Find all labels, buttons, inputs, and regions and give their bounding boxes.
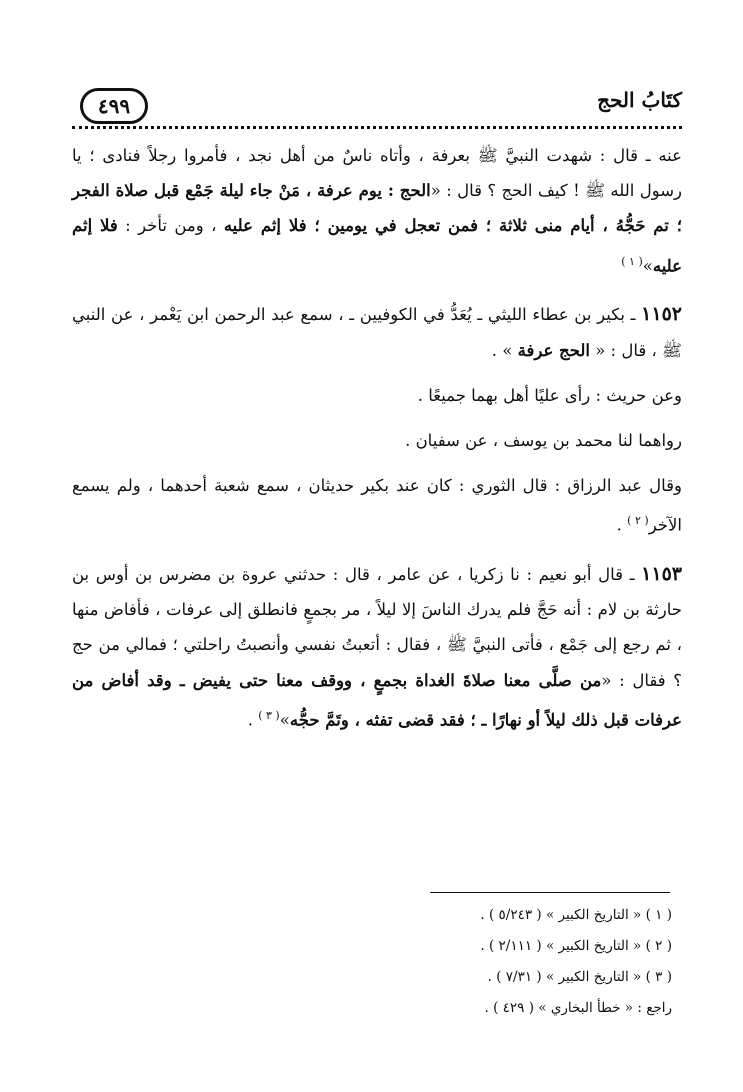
header-divider	[72, 126, 682, 129]
paragraph-5	[72, 468, 682, 543]
footnote-ref-2: ( ٢ )	[627, 514, 649, 528]
page-header	[72, 82, 682, 132]
p1-text-2: ، ومن تأخر :	[117, 216, 224, 236]
p6-end: .	[247, 710, 259, 730]
paragraph-1	[72, 138, 682, 283]
p2-hadith-bold: الحج عرفة	[517, 340, 590, 360]
p5-end: .	[616, 515, 628, 535]
footnote-reference: راجع : « خطأ البخاري » ( ٤٢٩ ) .	[484, 1000, 672, 1016]
hadith-number-1153: ١١٥٣	[641, 563, 682, 586]
footnote-3: ( ٣ ) « التاريخ الكبير » ( ٧/٣١ ) .	[487, 969, 672, 985]
footnote-1: ( ١ ) « التاريخ الكبير » ( ٥/٢٤٣ ) .	[480, 907, 672, 923]
paragraph-3: وعن حريث : رأى عليًا أهل بهما جميعًا .	[417, 385, 682, 405]
footnote-ref-1: ( ١ )	[621, 254, 643, 268]
paragraph-4: رواهما لنا محمد بن يوسف ، عن سفيان .	[405, 430, 682, 450]
p1-hadith-bold-2: فلا إثم عليه	[72, 216, 682, 276]
hadith-1153	[72, 557, 682, 738]
hadith-number-1152: ١١٥٢	[641, 303, 682, 326]
p2-text-2: » .	[491, 340, 518, 360]
p2-text: ـ بكير بن عطاء الليثي ـ يُعَدُّ في الكوفيين ـ ، سمع عبد الرحمن ابن يَعْمر ، عن النبي ﷺ ، قال : «	[72, 305, 682, 360]
footnote-ref-3: ( ٣ )	[258, 708, 280, 722]
main-text	[72, 138, 682, 738]
footnotes	[300, 900, 672, 1024]
p6-hadith-bold: من صلَّى معنا صلاةَ الغداة بجمعٍ ، ووقف معنا حتى يفيض ـ وقد أفاض من عرفات قبل ذلك ليلاً أو نهارًا ـ ؛ فقد قضى تفثه ، وتَمَّ حجُّه	[72, 670, 682, 730]
footnote-divider	[430, 892, 670, 893]
page-number: ٤٩٩	[80, 88, 148, 124]
footnote-2: ( ٢ ) « التاريخ الكبير » ( ٢/١١١ ) .	[480, 938, 672, 954]
p1-text: عنه ـ قال : شهدت النبيَّ ﷺ بعرفة ، وأتاه ناسٌ من أهل نجد ، فأمروا رجلاً فنادى ؛ يا رسول الله ﷺ ! كيف الحج ؟ قال : «	[72, 146, 683, 201]
p6-text: ـ قال أبو نعيم : نا زكريا ، عن عامر ، قال : حدثني عروة بن مضرس بن أوس بن حارثة بن لام : أنه حَجَّ فلم يدرك الناسَ إلا ليلاً ، مر بجمعٍ فانطلق إلى عرفات ، فأفاض منها ، ثم رجع إلى جَمْع ، فأتى النبيَّ ﷺ ، فقال : أتعبتُ نفسي وأنصبتُ راحلتي ؛ فمالي من حج ؟ فقال : «	[72, 565, 682, 690]
p1-quote-close: »	[642, 256, 653, 276]
p1-hadith-bold: الحج : يوم عرفة ، مَنْ جاء ليلة جَمْع قبل صلاة الفجر ؛ تم حَجُّهُ ، أيام منى ثلاثة ؛ فمن تعجل في يومين ؛ فلا إثم عليه	[72, 181, 682, 236]
p5-text: وقال عبد الرزاق : قال الثوري : كان عند بكير حديثان ، سمع شعبة أحدهما ، ولم يسمع الآخر	[72, 476, 682, 535]
p6-quote-close: »	[279, 710, 290, 730]
hadith-1152	[72, 297, 682, 367]
book-title: كتَابُ الحج	[597, 88, 682, 112]
